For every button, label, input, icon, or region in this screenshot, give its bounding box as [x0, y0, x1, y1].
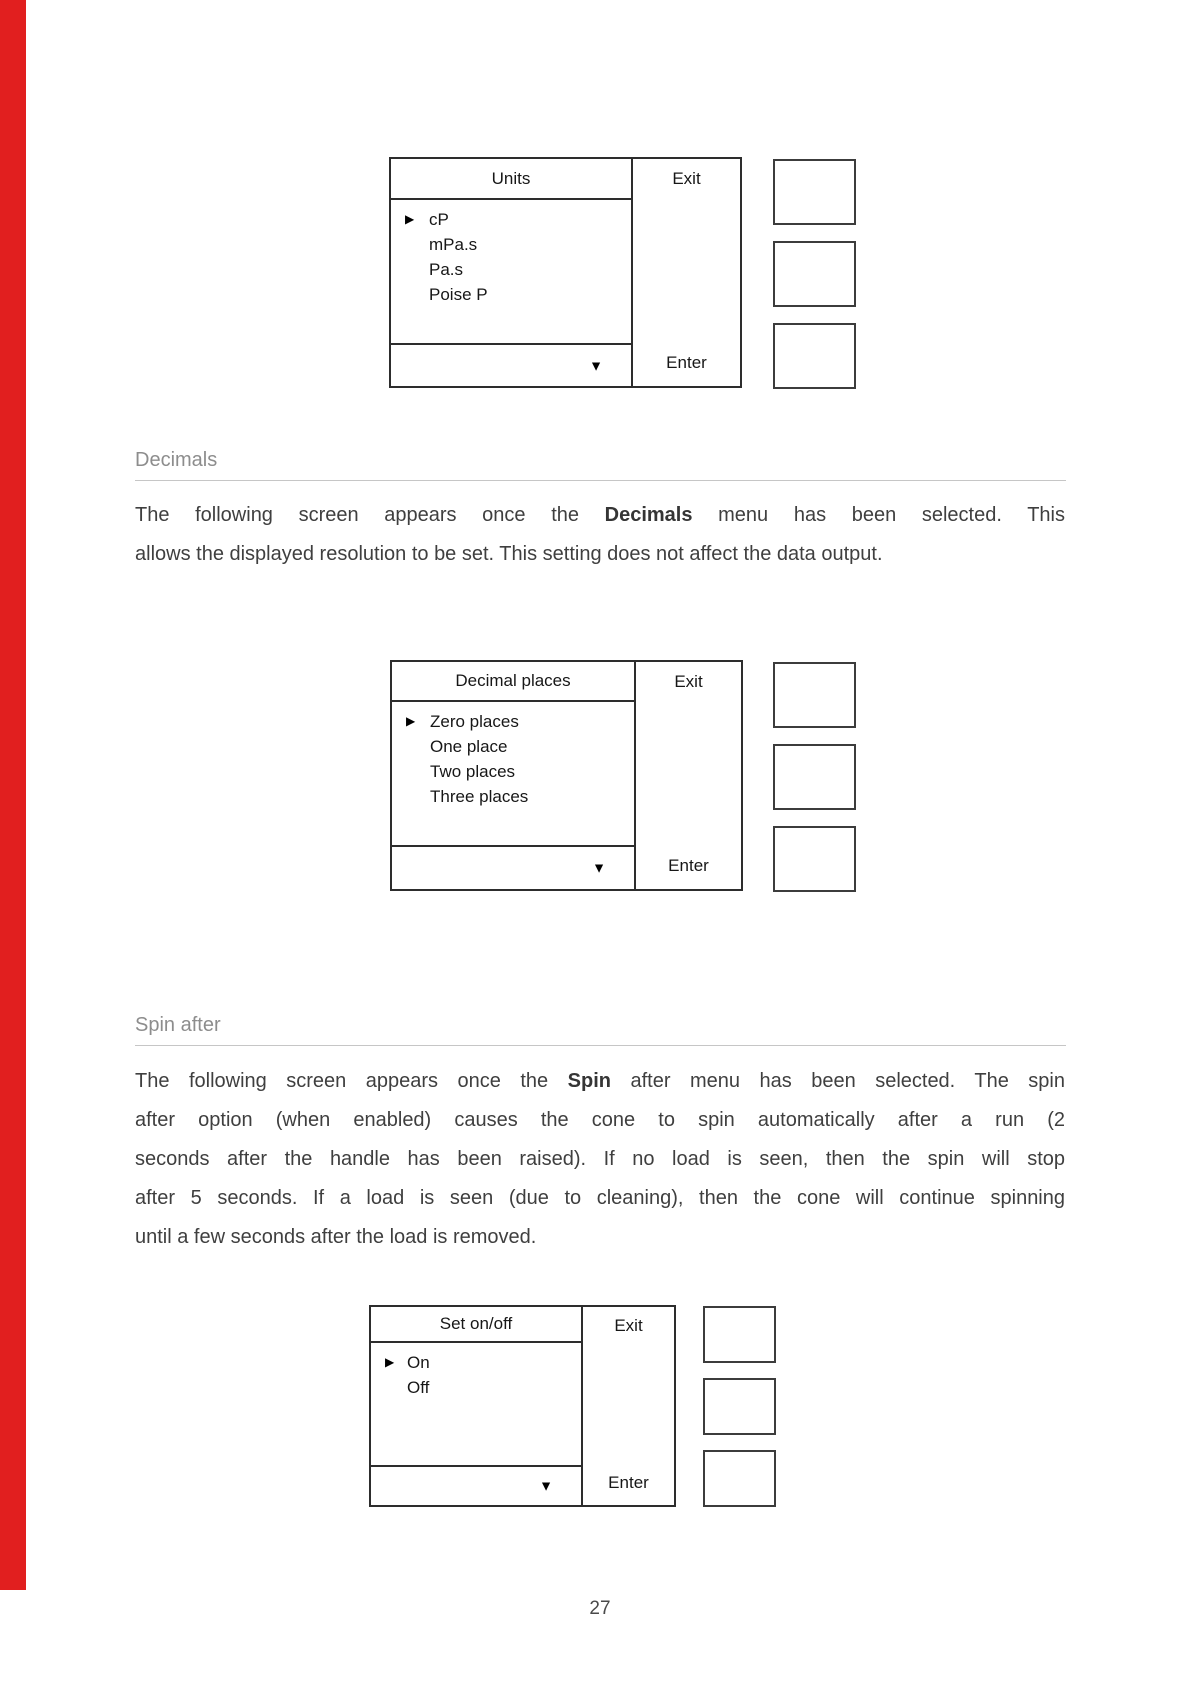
scroll-down-icon: ▼ [539, 1477, 553, 1494]
scroll-down-icon: ▼ [592, 859, 606, 876]
menu-item-label: Two places [430, 762, 516, 781]
function-key-squares [703, 1306, 776, 1507]
menu-item-selected [371, 1350, 581, 1375]
menu-item [391, 257, 631, 282]
section-rule [135, 1045, 1066, 1046]
exit-label: Exit [614, 1316, 643, 1335]
exit-label: Exit [674, 672, 703, 691]
enter-label: Enter [608, 1473, 649, 1492]
function-key-square [773, 744, 856, 810]
menu-item [391, 232, 631, 257]
menu-item-label: On [407, 1353, 430, 1372]
menu-item [371, 1375, 581, 1400]
menu-item [391, 282, 631, 307]
set-on-off-menu-screen [369, 1305, 779, 1507]
selection-cursor-icon: ▶ [385, 1355, 395, 1369]
function-key-squares [773, 159, 856, 389]
menu-panel [369, 1305, 583, 1507]
function-key-square [773, 241, 856, 307]
function-key-square [703, 1450, 776, 1507]
selection-cursor-icon: ▶ [406, 714, 416, 728]
menu-title: Decimal places [392, 662, 634, 702]
function-key-square [703, 1378, 776, 1435]
menu-item [392, 759, 634, 784]
menu-title: Set on/off [371, 1307, 581, 1343]
section-heading-spin-after: Spin after [135, 1014, 221, 1036]
function-key-square [773, 159, 856, 225]
enter-label: Enter [668, 856, 709, 875]
scroll-down-icon: ▼ [589, 357, 603, 374]
menu-item-label: Poise P [429, 285, 488, 304]
menu-scroll-bar [392, 845, 634, 889]
menu-item-label: Three places [430, 787, 529, 806]
function-key-square [773, 323, 856, 389]
menu-item-selected [391, 207, 631, 232]
decimals-paragraph: The following screen appears once the Decimals menu has been selected. This allows the displayed resolution to be set. This setting does not affect the data output. [135, 504, 1065, 565]
function-key-square [773, 662, 856, 728]
menu-panel [390, 660, 636, 891]
menu-side-panel [581, 1305, 676, 1507]
menu-item-selected [392, 709, 634, 734]
spin-after-paragraph: The following screen appears once the Spin after menu has been selected. The spin after option (when enabled) causes the cone to spin automatically after a run (2 seconds after the handle has been raised). If no load is seen, then the spin will stop after 5 seconds. If a load is seen (due to cleaning), then the cone will continue spinning until a few seconds after the load is removed. [135, 1070, 1065, 1248]
menu-item [392, 784, 634, 809]
menu-item [392, 734, 634, 759]
menu-list [371, 1343, 581, 1465]
menu-scroll-bar [391, 343, 631, 386]
menu-panel [389, 157, 633, 388]
menu-scroll-bar [371, 1465, 581, 1505]
menu-list [392, 702, 634, 845]
menu-item-label: Pa.s [429, 260, 464, 279]
menu-list [391, 200, 631, 343]
menu-side-panel [634, 660, 743, 891]
menu-item-label: Off [407, 1378, 430, 1397]
function-key-square [703, 1306, 776, 1363]
decimal-places-menu-screen [390, 660, 860, 891]
menu-side-panel [631, 157, 742, 388]
menu-item-label: Zero places [430, 712, 519, 731]
function-key-squares [773, 662, 856, 892]
exit-label: Exit [672, 169, 701, 188]
menu-item-label: One place [430, 737, 508, 756]
page-number: 27 [589, 1598, 611, 1619]
menu-item-label: cP [429, 210, 449, 229]
menu-title: Units [391, 159, 631, 200]
function-key-square [773, 826, 856, 892]
menu-item-label: mPa.s [429, 235, 478, 254]
selection-cursor-icon: ▶ [405, 212, 415, 226]
left-red-strip [0, 0, 26, 1590]
units-menu-screen [389, 157, 859, 388]
section-rule [135, 480, 1066, 481]
enter-label: Enter [666, 353, 707, 372]
section-heading-decimals: Decimals [135, 449, 218, 471]
